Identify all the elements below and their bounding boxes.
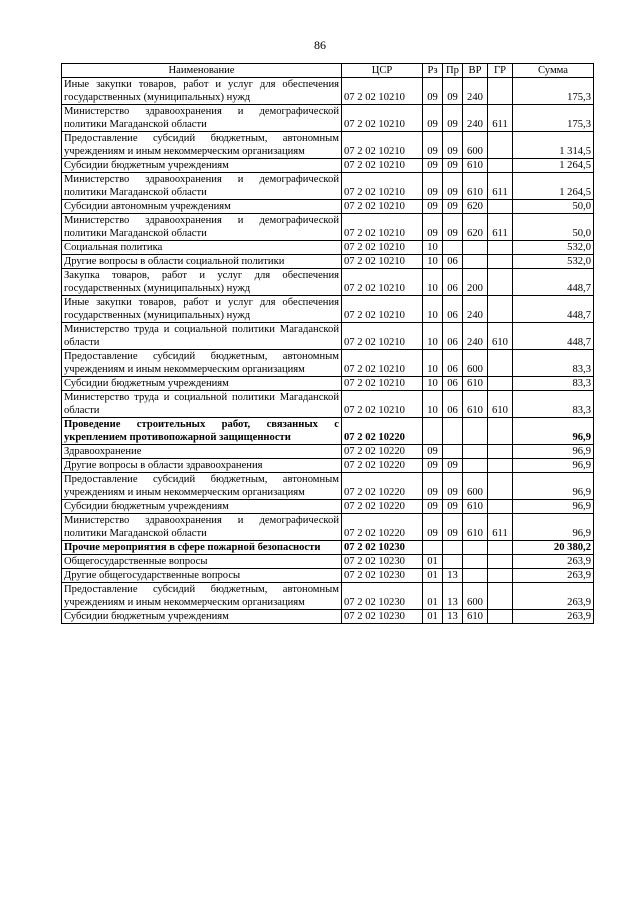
cell-vr: 610 [463, 391, 488, 418]
cell-gr [488, 78, 513, 105]
cell-gr [488, 610, 513, 624]
cell-rz [423, 418, 443, 445]
cell-rz: 10 [423, 241, 443, 255]
cell-rz: 09 [423, 159, 443, 173]
table-body [62, 78, 594, 624]
cell-name: Предоставление субсидий бюджетным, автономным учреждениям и иным некоммерческим организациям [62, 132, 342, 159]
cell-csr: 07 2 02 10210 [342, 200, 423, 214]
cell-rz: 09 [423, 445, 443, 459]
cell-sum: 83,3 [513, 391, 594, 418]
table-row [62, 255, 594, 269]
cell-sum: 96,9 [513, 418, 594, 445]
cell-sum: 96,9 [513, 473, 594, 500]
cell-csr: 07 2 02 10210 [342, 296, 423, 323]
cell-vr: 240 [463, 105, 488, 132]
cell-csr: 07 2 02 10210 [342, 105, 423, 132]
cell-rz [423, 541, 443, 555]
cell-pr: 06 [443, 377, 463, 391]
cell-csr: 07 2 02 10210 [342, 350, 423, 377]
cell-gr: 611 [488, 514, 513, 541]
cell-gr: 611 [488, 173, 513, 200]
cell-name: Другие общегосударственные вопросы [62, 569, 342, 583]
cell-gr [488, 200, 513, 214]
cell-sum: 532,0 [513, 241, 594, 255]
table-row [62, 500, 594, 514]
cell-csr: 07 2 02 10220 [342, 473, 423, 500]
cell-sum: 1 314,5 [513, 132, 594, 159]
cell-rz: 01 [423, 610, 443, 624]
table-row [62, 514, 594, 541]
cell-vr [463, 418, 488, 445]
cell-pr: 13 [443, 569, 463, 583]
cell-vr: 600 [463, 583, 488, 610]
cell-pr: 06 [443, 323, 463, 350]
table-row [62, 132, 594, 159]
cell-csr: 07 2 02 10210 [342, 241, 423, 255]
table-row [62, 159, 594, 173]
header-sum: Сумма [513, 64, 594, 78]
cell-rz: 10 [423, 255, 443, 269]
cell-vr: 620 [463, 200, 488, 214]
table-row [62, 296, 594, 323]
cell-gr [488, 555, 513, 569]
cell-vr: 240 [463, 296, 488, 323]
cell-csr: 07 2 02 10230 [342, 583, 423, 610]
cell-rz: 01 [423, 569, 443, 583]
table-row [62, 391, 594, 418]
table-row [62, 241, 594, 255]
header-csr: ЦСР [342, 64, 423, 78]
cell-pr [443, 541, 463, 555]
cell-rz: 09 [423, 459, 443, 473]
cell-name: Другие вопросы в области социальной политики [62, 255, 342, 269]
cell-name: Общегосударственные вопросы [62, 555, 342, 569]
cell-csr: 07 2 02 10210 [342, 255, 423, 269]
cell-rz: 09 [423, 173, 443, 200]
cell-pr: 09 [443, 473, 463, 500]
cell-name: Здравоохранение [62, 445, 342, 459]
cell-sum: 448,7 [513, 269, 594, 296]
cell-name: Министерство труда и социальной политики Магаданской области [62, 323, 342, 350]
cell-gr [488, 583, 513, 610]
cell-sum: 1 264,5 [513, 173, 594, 200]
cell-gr [488, 377, 513, 391]
cell-sum: 50,0 [513, 214, 594, 241]
cell-vr [463, 569, 488, 583]
cell-csr: 07 2 02 10210 [342, 214, 423, 241]
cell-pr: 09 [443, 459, 463, 473]
cell-name: Субсидии бюджетным учреждениям [62, 500, 342, 514]
cell-gr [488, 350, 513, 377]
table-row [62, 323, 594, 350]
cell-csr: 07 2 02 10230 [342, 610, 423, 624]
cell-vr [463, 541, 488, 555]
cell-name: Прочие мероприятия в сфере пожарной безопасности [62, 541, 342, 555]
table-row [62, 555, 594, 569]
cell-gr [488, 473, 513, 500]
cell-vr: 240 [463, 78, 488, 105]
cell-sum: 83,3 [513, 350, 594, 377]
cell-csr: 07 2 02 10230 [342, 555, 423, 569]
cell-gr [488, 541, 513, 555]
cell-name: Субсидии бюджетным учреждениям [62, 377, 342, 391]
cell-vr: 200 [463, 269, 488, 296]
cell-gr [488, 569, 513, 583]
table-row [62, 569, 594, 583]
cell-rz: 09 [423, 473, 443, 500]
cell-rz: 09 [423, 132, 443, 159]
cell-vr: 620 [463, 214, 488, 241]
cell-vr: 610 [463, 500, 488, 514]
cell-csr: 07 2 02 10210 [342, 323, 423, 350]
cell-gr [488, 241, 513, 255]
cell-pr: 09 [443, 159, 463, 173]
cell-name: Предоставление субсидий бюджетным, автономным учреждениям и иным некоммерческим организациям [62, 583, 342, 610]
cell-sum: 175,3 [513, 78, 594, 105]
cell-csr: 07 2 02 10210 [342, 173, 423, 200]
cell-vr: 610 [463, 159, 488, 173]
cell-vr: 610 [463, 610, 488, 624]
table-row [62, 200, 594, 214]
cell-rz: 10 [423, 296, 443, 323]
cell-csr: 07 2 02 10220 [342, 445, 423, 459]
cell-pr: 09 [443, 105, 463, 132]
cell-csr: 07 2 02 10210 [342, 377, 423, 391]
cell-name: Другие вопросы в области здравоохранения [62, 459, 342, 473]
cell-sum: 448,7 [513, 323, 594, 350]
cell-sum: 96,9 [513, 500, 594, 514]
cell-rz: 09 [423, 500, 443, 514]
cell-name: Иные закупки товаров, работ и услуг для обеспечения государственных (муниципальных) нужд [62, 296, 342, 323]
cell-gr [488, 500, 513, 514]
cell-vr [463, 459, 488, 473]
cell-name: Министерство здравоохранения и демографической политики Магаданской области [62, 514, 342, 541]
cell-name: Министерство здравоохранения и демографической политики Магаданской области [62, 214, 342, 241]
cell-pr: 13 [443, 583, 463, 610]
cell-csr: 07 2 02 10210 [342, 391, 423, 418]
cell-vr: 610 [463, 173, 488, 200]
cell-rz: 09 [423, 78, 443, 105]
cell-csr: 07 2 02 10220 [342, 500, 423, 514]
table-row [62, 445, 594, 459]
cell-rz: 10 [423, 377, 443, 391]
cell-vr: 610 [463, 377, 488, 391]
table-row [62, 350, 594, 377]
cell-vr: 600 [463, 350, 488, 377]
cell-sum: 96,9 [513, 459, 594, 473]
cell-sum: 1 264,5 [513, 159, 594, 173]
cell-csr: 07 2 02 10230 [342, 541, 423, 555]
cell-pr: 06 [443, 269, 463, 296]
cell-name: Предоставление субсидий бюджетным, автономным учреждениям и иным некоммерческим организациям [62, 473, 342, 500]
cell-vr: 240 [463, 323, 488, 350]
cell-gr: 610 [488, 391, 513, 418]
cell-sum: 532,0 [513, 255, 594, 269]
cell-gr [488, 255, 513, 269]
cell-rz: 10 [423, 323, 443, 350]
cell-pr: 09 [443, 78, 463, 105]
cell-vr [463, 555, 488, 569]
cell-name: Закупка товаров, работ и услуг для обеспечения государственных (муниципальных) нужд [62, 269, 342, 296]
header-pr: Пр [443, 64, 463, 78]
cell-gr: 610 [488, 323, 513, 350]
cell-pr: 09 [443, 214, 463, 241]
cell-vr [463, 445, 488, 459]
table-row [62, 610, 594, 624]
cell-pr: 06 [443, 350, 463, 377]
header-rz: Рз [423, 64, 443, 78]
cell-rz: 09 [423, 214, 443, 241]
cell-name: Иные закупки товаров, работ и услуг для обеспечения государственных (муниципальных) нужд [62, 78, 342, 105]
table-row [62, 173, 594, 200]
cell-gr [488, 132, 513, 159]
cell-name: Министерство здравоохранения и демографической политики Магаданской области [62, 105, 342, 132]
cell-csr: 07 2 02 10210 [342, 132, 423, 159]
page-number: 86 [314, 38, 326, 52]
table-row [62, 269, 594, 296]
cell-rz: 09 [423, 200, 443, 214]
cell-pr: 06 [443, 391, 463, 418]
cell-vr: 600 [463, 473, 488, 500]
cell-rz: 10 [423, 269, 443, 296]
budget-table [61, 63, 594, 624]
cell-pr: 13 [443, 610, 463, 624]
cell-sum: 50,0 [513, 200, 594, 214]
cell-pr: 06 [443, 255, 463, 269]
cell-name: Субсидии автономным учреждениям [62, 200, 342, 214]
cell-pr: 09 [443, 500, 463, 514]
table-row [62, 105, 594, 132]
cell-sum: 263,9 [513, 555, 594, 569]
cell-name: Субсидии бюджетным учреждениям [62, 610, 342, 624]
cell-name: Министерство труда и социальной политики Магаданской области [62, 391, 342, 418]
cell-pr: 09 [443, 514, 463, 541]
cell-gr [488, 418, 513, 445]
cell-rz: 09 [423, 105, 443, 132]
cell-sum: 263,9 [513, 610, 594, 624]
cell-csr: 07 2 02 10220 [342, 514, 423, 541]
table-row [62, 583, 594, 610]
cell-sum: 175,3 [513, 105, 594, 132]
cell-sum: 448,7 [513, 296, 594, 323]
table-row [62, 377, 594, 391]
table-header-row [62, 64, 594, 78]
cell-sum: 96,9 [513, 514, 594, 541]
cell-rz: 01 [423, 583, 443, 610]
cell-csr: 07 2 02 10210 [342, 159, 423, 173]
header-gr: ГР [488, 64, 513, 78]
cell-gr: 611 [488, 105, 513, 132]
cell-gr [488, 269, 513, 296]
cell-vr: 610 [463, 514, 488, 541]
cell-sum: 263,9 [513, 569, 594, 583]
cell-sum: 20 380,2 [513, 541, 594, 555]
header-name: Наименование [62, 64, 342, 78]
cell-gr: 611 [488, 214, 513, 241]
cell-rz: 09 [423, 514, 443, 541]
cell-pr [443, 445, 463, 459]
cell-pr [443, 555, 463, 569]
cell-csr: 07 2 02 10210 [342, 78, 423, 105]
cell-pr: 09 [443, 173, 463, 200]
cell-sum: 83,3 [513, 377, 594, 391]
cell-vr [463, 241, 488, 255]
cell-gr [488, 296, 513, 323]
cell-name: Социальная политика [62, 241, 342, 255]
cell-csr: 07 2 02 10210 [342, 269, 423, 296]
cell-csr: 07 2 02 10230 [342, 569, 423, 583]
header-vr: ВР [463, 64, 488, 78]
cell-name: Предоставление субсидий бюджетным, автономным учреждениям и иным некоммерческим организациям [62, 350, 342, 377]
cell-vr: 600 [463, 132, 488, 159]
cell-rz: 10 [423, 391, 443, 418]
cell-gr [488, 445, 513, 459]
cell-gr [488, 159, 513, 173]
cell-rz: 01 [423, 555, 443, 569]
cell-sum: 263,9 [513, 583, 594, 610]
cell-rz: 10 [423, 350, 443, 377]
cell-csr: 07 2 02 10220 [342, 459, 423, 473]
table-row [62, 459, 594, 473]
cell-pr: 06 [443, 296, 463, 323]
table-row [62, 78, 594, 105]
table-row [62, 418, 594, 445]
cell-name: Субсидии бюджетным учреждениям [62, 159, 342, 173]
cell-sum: 96,9 [513, 445, 594, 459]
cell-pr [443, 241, 463, 255]
cell-name: Министерство здравоохранения и демографической политики Магаданской области [62, 173, 342, 200]
cell-vr [463, 255, 488, 269]
cell-csr: 07 2 02 10220 [342, 418, 423, 445]
cell-pr [443, 418, 463, 445]
table-row [62, 541, 594, 555]
cell-name: Проведение строительных работ, связанных с укреплением противопожарной защищенности [62, 418, 342, 445]
cell-pr: 09 [443, 132, 463, 159]
cell-pr: 09 [443, 200, 463, 214]
table-row [62, 214, 594, 241]
table-row [62, 473, 594, 500]
cell-gr [488, 459, 513, 473]
